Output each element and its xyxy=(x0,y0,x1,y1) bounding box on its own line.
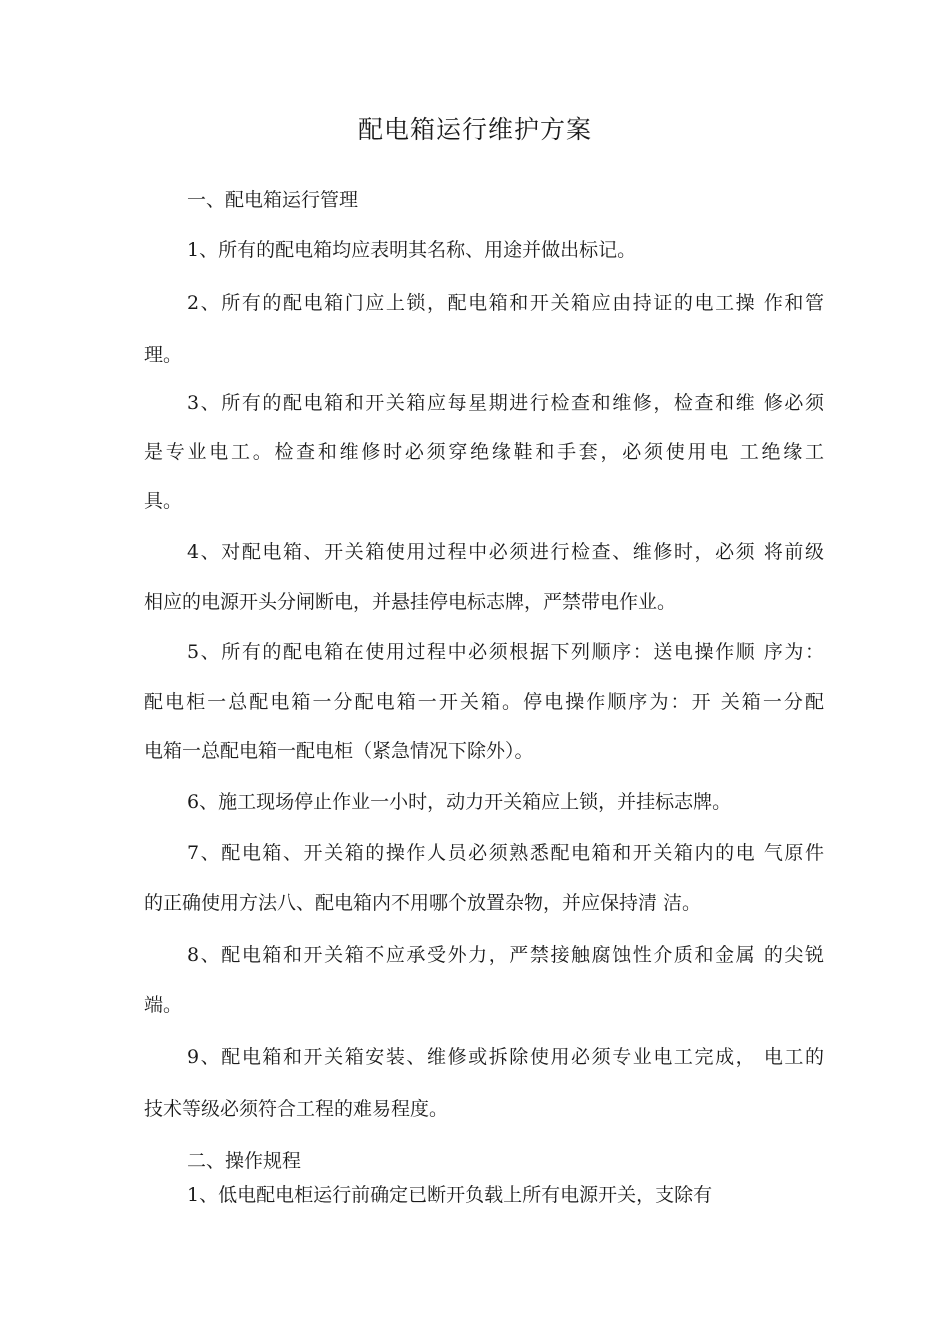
paragraph-line: 4、对配电箱、开关箱使用过程中必须进行检查、维修时，必须 将前级 xyxy=(187,541,824,563)
paragraph-line: 2、所有的配电箱门应上锁，配电箱和开关箱应由持证的电工操 作和管 xyxy=(187,292,824,314)
paragraph-line: 理。 xyxy=(144,344,183,366)
document-title: 配电箱运行维护方案 xyxy=(357,115,592,144)
paragraph-line: 9、配电箱和开关箱安装、维修或拆除使用必须专业电工完成， 电工的 xyxy=(187,1046,824,1068)
paragraph-line: 1、低电配电柜运行前确定已断开负载上所有电源开关，支除有 xyxy=(187,1184,713,1206)
paragraph-line: 相应的电源开头分闸断电，并悬挂停电标志牌，严禁带电作业。 xyxy=(144,591,677,613)
paragraph-line: 1、所有的配电箱均应表明其名称、用途并做出标记。 xyxy=(187,239,637,261)
section-heading-2: 二、操作规程 xyxy=(187,1150,302,1172)
paragraph-line: 6、施工现场停止作业一小时，动力开关箱应上锁，并挂标志牌。 xyxy=(187,791,732,813)
paragraph-line: 8、配电箱和开关箱不应承受外力，严禁接触腐蚀性介质和金属 的尖锐 xyxy=(187,944,824,966)
paragraph-line: 配电柜一总配电箱一分配电箱一开关箱。停电操作顺序为：开 关箱一分配 xyxy=(144,691,824,713)
paragraph-line: 技术等级必须符合工程的难易程度。 xyxy=(144,1098,449,1120)
paragraph-line: 5、所有的配电箱在使用过程中必须根据下列顺序：送电操作顺 序为： xyxy=(187,641,824,663)
paragraph-line: 具。 xyxy=(144,490,183,512)
paragraph-line: 是专业电工。检查和维修时必须穿绝缘鞋和手套，必须使用电 工绝缘工 xyxy=(144,441,824,463)
paragraph-line: 3、所有的配电箱和开关箱应每星期进行检查和维修，检查和维 修必须 xyxy=(187,392,824,414)
section-heading-1: 一、配电箱运行管理 xyxy=(187,189,359,211)
paragraph-line: 的正确使用方法八、配电箱内不用哪个放置杂物，并应保持清 洁。 xyxy=(144,892,702,914)
paragraph-line: 电箱一总配电箱一配电柜（紧急情况下除外）。 xyxy=(144,740,534,762)
paragraph-line: 端。 xyxy=(144,994,183,1016)
paragraph-line: 7、配电箱、开关箱的操作人员必须熟悉配电箱和开关箱内的电 气原件 xyxy=(187,842,824,864)
